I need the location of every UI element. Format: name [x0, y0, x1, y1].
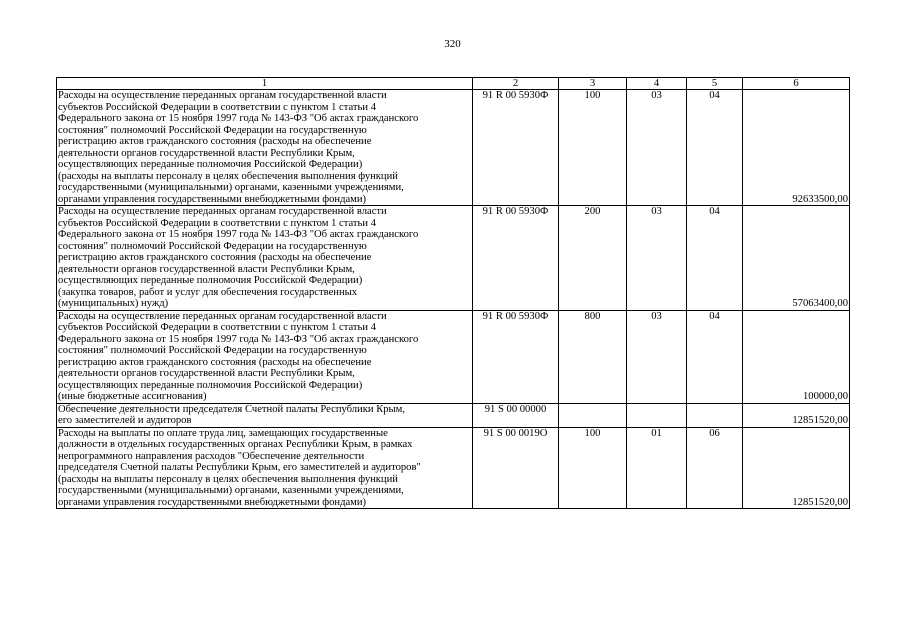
description-line: (расходы на выплаты персоналу в целях обеспечения выполнения функций	[58, 473, 398, 485]
description-line: (закупка товаров, работ и услуг для обеспечения государственных	[58, 286, 358, 298]
subsection-code: 04	[687, 310, 743, 403]
table-row	[57, 206, 850, 311]
description-line: состояния" полномочий Российской Федерации на государственную	[58, 240, 367, 252]
section-code: 03	[627, 310, 687, 403]
expense-type-code: 100	[559, 427, 627, 509]
description-line: деятельности органов государственной власти Республики Крым,	[58, 263, 355, 275]
description-line: Федерального закона от 15 ноября 1997 года № 143-ФЗ "Об актах гражданского	[58, 229, 419, 240]
header-cell-3: 3	[559, 78, 627, 90]
description-line: должности в отдельных государственных органах Республики Крым, в рамках	[58, 439, 413, 450]
table-row	[57, 90, 850, 206]
subsection-code	[687, 403, 743, 427]
description-line: Федерального закона от 15 ноября 1997 года № 143-ФЗ "Об актах гражданского	[58, 113, 419, 124]
description-line: субъектов Российской Федерации в соответствии с пунктом 1 статьи 4	[58, 101, 377, 113]
table-row	[57, 403, 850, 427]
description-line: деятельности органов государственной власти Республики Крым,	[58, 368, 355, 379]
header-cell-1: 1	[57, 78, 473, 90]
row-description	[57, 90, 473, 206]
description-line: осуществляющих переданные полномочия Российской Федерации)	[58, 275, 363, 286]
target-article-code: 91 S 00 0019О	[473, 427, 559, 509]
row-description	[57, 206, 473, 311]
target-article-code: 91 S 00 00000	[473, 403, 559, 427]
row-description	[57, 403, 473, 427]
budget-table	[56, 77, 850, 509]
page-number: 320	[444, 38, 461, 50]
description-line: Расходы на осуществление переданных органам государственной власти	[58, 206, 387, 217]
table-row	[57, 310, 850, 403]
amount-value: 57063400,00	[743, 206, 850, 311]
header-row	[57, 78, 850, 90]
description-line: осуществляющих переданные полномочия Российской Федерации)	[58, 159, 363, 170]
target-article-code: 91 R 00 5930Ф	[473, 90, 559, 206]
amount-value: 12851520,00	[743, 427, 850, 509]
description-line: председателя Счетной палаты Республики Крым, его заместителей и аудиторов"	[58, 462, 421, 473]
description-line: Обеспечение деятельности председателя Счетной палаты Республики Крым,	[58, 403, 406, 415]
amount-value: 12851520,00	[743, 403, 850, 427]
expense-type-code: 200	[559, 206, 627, 311]
amount-value: 100000,00	[743, 310, 850, 403]
section-code: 01	[627, 427, 687, 509]
section-code: 03	[627, 206, 687, 311]
section-code	[627, 403, 687, 427]
subsection-code: 04	[687, 206, 743, 311]
description-line: Федерального закона от 15 ноября 1997 года № 143-ФЗ "Об актах гражданского	[58, 333, 419, 345]
subsection-code: 06	[687, 427, 743, 509]
description-line: осуществляющих переданные полномочия Российской Федерации)	[58, 379, 363, 391]
description-line: (муниципальных) нужд)	[58, 298, 169, 309]
header-cell-2: 2	[473, 78, 559, 90]
amount-value: 92633500,00	[743, 90, 850, 206]
expense-type-code	[559, 403, 627, 427]
expense-type-code: 100	[559, 90, 627, 206]
description-line: органами управления государственными внебюджетными фондами)	[58, 496, 367, 508]
description-line: его заместителей и аудиторов	[58, 415, 192, 426]
header-cell-6: 6	[743, 78, 850, 90]
description-line: деятельности органов государственной власти Республики Крым,	[58, 147, 355, 159]
subsection-code: 04	[687, 90, 743, 206]
description-line: (иные бюджетные ассигнования)	[58, 391, 207, 402]
description-line: субъектов Российской Федерации в соответствии с пунктом 1 статьи 4	[58, 322, 377, 333]
description-line: органами управления государственными внебюджетными фондами)	[58, 193, 367, 205]
header-cell-5: 5	[687, 78, 743, 90]
description-line: регистрацию актов гражданского состояния (расходы на обеспечение	[58, 356, 372, 368]
expense-type-code: 800	[559, 310, 627, 403]
target-article-code: 91 R 00 5930Ф	[473, 310, 559, 403]
target-article-code: 91 R 00 5930Ф	[473, 206, 559, 311]
row-description	[57, 427, 473, 509]
row-description	[57, 310, 473, 403]
table-row	[57, 427, 850, 509]
description-line: Расходы на осуществление переданных органам государственной власти	[58, 310, 387, 322]
description-line: субъектов Российской Федерации в соответствии с пунктом 1 статьи 4	[58, 217, 377, 229]
description-line: регистрацию актов гражданского состояния (расходы на обеспечение	[58, 136, 372, 147]
description-line: Расходы на осуществление переданных органам государственной власти	[58, 90, 387, 101]
section-code: 03	[627, 90, 687, 206]
description-line: непрограммного направления расходов "Обеспечение деятельности	[58, 450, 365, 462]
description-line: состояния" полномочий Российской Федерации на государственную	[58, 124, 367, 136]
description-line: государственными (муниципальными) органами, казенными учреждениями,	[58, 485, 404, 496]
description-line: (расходы на выплаты персоналу в целях обеспечения выполнения функций	[58, 170, 398, 182]
description-line: регистрацию актов гражданского состояния (расходы на обеспечение	[58, 252, 372, 263]
header-cell-4: 4	[627, 78, 687, 90]
description-line: государственными (муниципальными) органами, казенными учреждениями,	[58, 182, 404, 193]
description-line: Расходы на выплаты по оплате труда лиц, замещающих государственные	[58, 427, 388, 439]
description-line: состояния" полномочий Российской Федерации на государственную	[58, 345, 367, 356]
